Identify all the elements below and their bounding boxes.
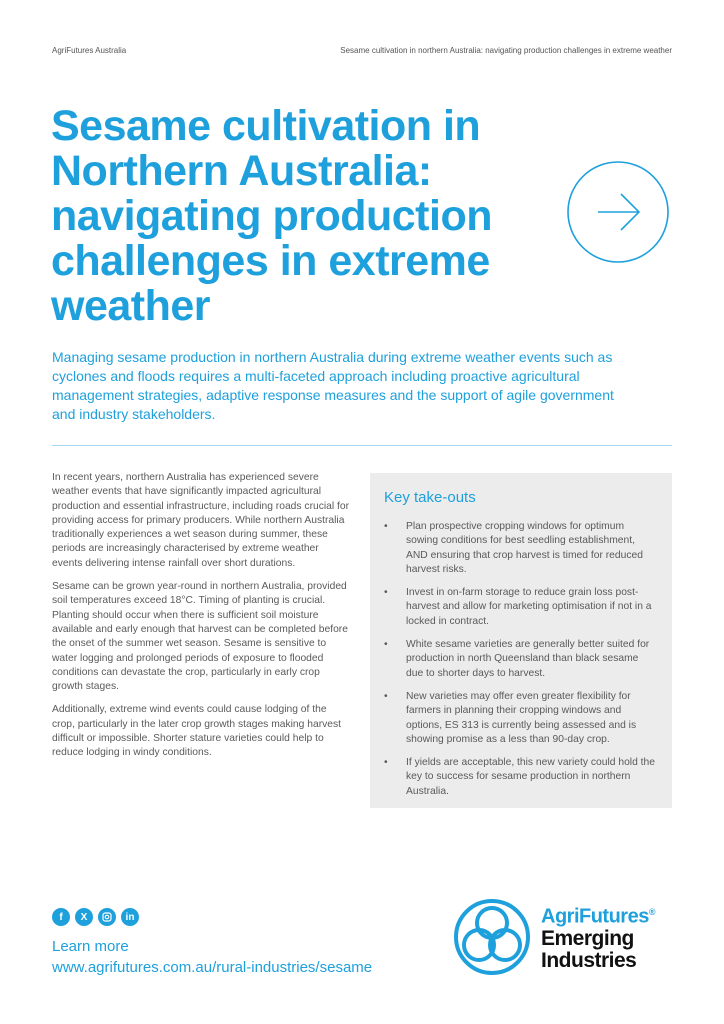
key-takeouts-panel [370, 473, 672, 808]
logo-line-1 [541, 901, 655, 928]
agrifutures-logo-text [541, 901, 655, 972]
body-paragraph: Sesame can be grown year-round in northern Australia, provided soil temperatures exceed 18°C. Timing of planting is crucial. Planting should occur when there is sufficient soil moisture available and early enough that harvest can be completed before the onset of the summer wet season. Sesame is sensitive to water logging and prolonged periods of exposure to flooded conditions can devastate the crop, particularly in early crop growth stages. [52, 581, 348, 693]
website-link[interactable]: www.agrifutures.com.au/rural-industries/sesame [52, 959, 373, 976]
list-item-text: New varieties may offer even greater flexibility for farmers in planning their cropping windows and options, ES 313 is currently being assessed and is showing promise as a less than 90-day crop. [406, 690, 637, 745]
facebook-icon[interactable]: f [52, 908, 70, 926]
title-line: Northern Australia: [51, 147, 432, 195]
takeouts-list [384, 520, 658, 799]
lead-paragraph: Managing sesame production in northern Australia during extreme weather events such as cyclones and floods requires a multi-faceted approach including proactive agricultural management strategies, adaptive response measures and the support of agile government and industry stakeholders. [52, 349, 614, 422]
agrifutures-logo-mark [451, 898, 533, 976]
logo-brand: AgriFutures [541, 905, 649, 928]
title-line: weather [51, 282, 211, 330]
registered-mark: ® [648, 907, 655, 917]
body-paragraph: Additionally, extreme wind events could cause lodging of the crop, particularly in the later crop growth stages making harvest difficult or impossible. Shorter stature varieties could help to reduce lodging in windy conditions. [52, 704, 342, 759]
title-line: navigating production [51, 192, 492, 240]
title-line: challenges in extreme [51, 237, 490, 285]
social-links [52, 908, 139, 926]
x-icon[interactable]: X [75, 908, 93, 926]
list-item [384, 756, 658, 799]
list-item [384, 690, 658, 747]
bullet: • [384, 757, 388, 769]
bullet: • [384, 690, 388, 702]
body-column [52, 471, 350, 770]
title-line: Sesame cultivation in [51, 102, 481, 150]
header-publisher: AgriFutures Australia [52, 46, 127, 55]
bullet: • [384, 639, 388, 651]
bullet: • [384, 587, 388, 599]
list-item-text: Invest in on-farm storage to reduce grain loss post-harvest and allow for marketing optimisation if not in a locked in contract. [406, 587, 652, 627]
logo-line-3: Industries [541, 948, 637, 972]
list-item-text: White sesame varieties are generally better suited for production in north Queensland than black sesame due to shorter days to harvest. [406, 639, 650, 679]
list-item-text: Plan prospective cropping windows for optimum sowing conditions for best seedling establishment, AND ensuring that crop harvest is timed for reduced harvest risks. [406, 521, 643, 575]
header-doc-title: Sesame cultivation in northern Australia: navigating production challenges in extreme weather [340, 46, 672, 55]
list-item [384, 520, 658, 577]
list-item [384, 586, 658, 629]
arrow-right-icon[interactable] [566, 160, 670, 264]
linkedin-icon[interactable]: in [121, 908, 139, 926]
logo-line-2: Emerging [541, 926, 634, 950]
list-item [384, 638, 658, 681]
bullet: • [384, 521, 388, 532]
page-title [51, 104, 531, 329]
learn-more-label: Learn more [52, 938, 129, 955]
body-paragraph: In recent years, northern Australia has experienced severe weather events that have significantly impacted agricultural production and essential infrastructure, including roads crucial for providing access for primary producers. While northern Australia traditionally experiences a wet season during summer, these periods are increasingly characterised by extreme weather events delivering intense rainfall over short durations. [52, 472, 350, 569]
list-item-text: If yields are acceptable, this new variety could hold the key to success for sesame production in northern Australia. [406, 757, 655, 797]
takeouts-heading: Key take-outs [384, 489, 476, 506]
instagram-icon[interactable] [98, 908, 116, 926]
divider [52, 445, 672, 446]
